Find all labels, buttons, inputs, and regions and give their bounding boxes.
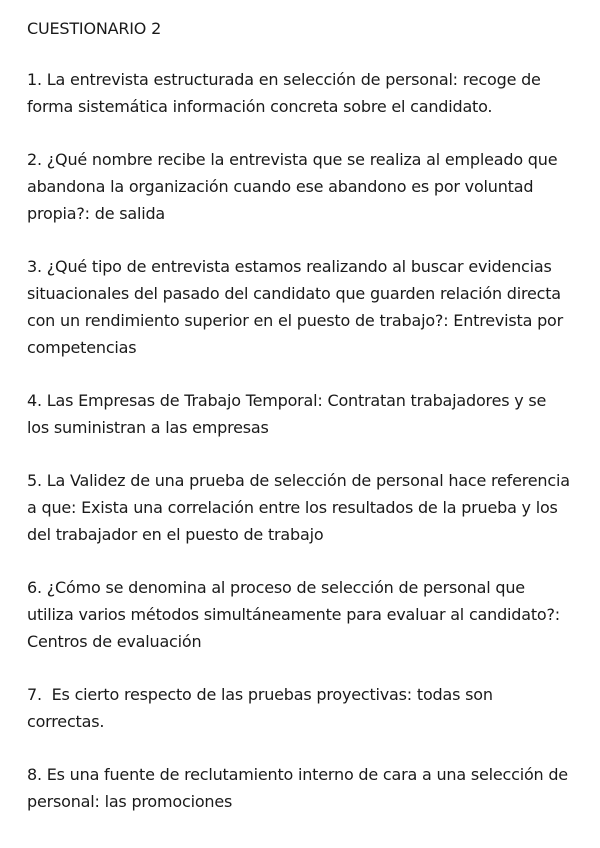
question-1: 1. La entrevista estructurada en selección de personal: recoge de forma sistemática información concreta sobre el candidato. <box>27 70 546 116</box>
question-7: 7. Es cierto respecto de las pruebas proyectivas: todas son correctas. <box>27 685 498 731</box>
document-title: CUESTIONARIO 2 <box>27 19 162 38</box>
question-5: 5. La Validez de una prueba de selección de personal hace referencia a que: Exista una correlación entre los resultados de la prueba y los del trabajador en el puesto de trabajo <box>27 471 580 544</box>
question-2: 2. ¿Qué nombre recibe la entrevista que se realiza al empleado que abandona la organización cuando ese abandono es por voluntad propia?: de salida <box>27 150 563 223</box>
question-6: 6. ¿Cómo se denomina al proceso de selección de personal que utiliza varios métodos simultáneamente para evaluar al candidato?: Centros de evaluación <box>27 578 565 651</box>
question-4: 4. Las Empresas de Trabajo Temporal: Contratan trabajadores y se los suministran a las empresas <box>27 391 552 437</box>
question-3: 3. ¿Qué tipo de entrevista estamos realizando al buscar evidencias situacionales del pasado del candidato que guarden relación directa con un rendimiento superior en el puesto de trabajo?: Entrevista por competencias <box>27 257 568 357</box>
question-8: 8. Es una fuente de reclutamiento interno de cara a una selección de personal: las promociones <box>27 765 573 811</box>
